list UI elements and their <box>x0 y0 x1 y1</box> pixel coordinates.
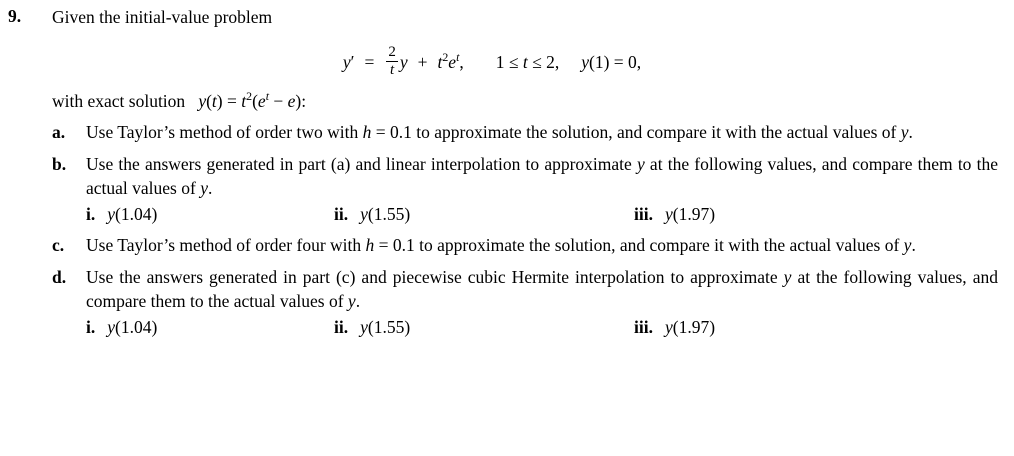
part-b-text: Use the answers generated in part (a) and linear interpolation to approximate y at the following values, and compare them to the actual values of y. <box>86 153 998 198</box>
exact-solution-formula: $y(t) = t^2(e^t - e)$: <box>198 88 307 111</box>
part-d-subpart-ii-label: ii. <box>334 317 349 338</box>
part-b-label: b. <box>52 153 67 174</box>
equation-interval: 1 ≤ t ≤ 2, <box>495 51 560 72</box>
part-c-text: Use Taylor’s method of order four with h = 0.1 to approximate the solution, and compare it with the actual values of y. <box>86 235 916 256</box>
part-d-subparts <box>0 317 1014 338</box>
equation-initial-condition: y(1) = 0, <box>581 51 642 72</box>
problem-stem: Given the initial-value problem <box>52 7 273 27</box>
part-b <box>0 152 1014 200</box>
part-b-subparts <box>0 204 1014 225</box>
part-a-label: a. <box>52 121 66 142</box>
part-d-subpart-iii-label: iii. <box>634 317 653 338</box>
equation-equals: = <box>364 51 375 72</box>
part-d-subpart-iii-value: y(1.97) <box>664 317 716 338</box>
fraction-numerator: 2 <box>388 43 396 60</box>
part-d <box>0 265 1014 313</box>
part-d-label: d. <box>52 267 67 288</box>
part-b-subpart-i-value: y(1.04) <box>107 204 158 225</box>
part-d-subpart-ii-value: y(1.55) <box>360 317 411 338</box>
part-b-subpart-iii-label: iii. <box>634 204 653 225</box>
part-b-subpart-i <box>86 204 334 225</box>
exact-solution-prefix: with exact solution <box>52 90 186 111</box>
part-a-text: Use Taylor’s method of order two with h = 0.1 to approximate the solution, and compare it with the actual values of y. <box>86 121 913 142</box>
equation-plus: + <box>417 51 428 72</box>
part-b-subpart-iii <box>634 204 874 225</box>
problem-heading <box>0 0 1014 30</box>
part-d-text: Use the answers generated in part (c) and piecewise cubic Hermite interpolation to approximate y at the following values, and compare them to the actual values of y. <box>86 267 998 312</box>
equation-term-y: y <box>399 51 408 72</box>
part-d-subpart-i-value: y(1.04) <box>107 317 158 338</box>
exact-solution-line <box>0 88 1014 112</box>
fraction-two-over-t <box>386 45 398 78</box>
part-c <box>0 233 1014 257</box>
problem-number: 9. <box>8 6 22 26</box>
equation-term-t2et: $t^2e^t$, <box>437 49 464 72</box>
part-d-subpart-iii <box>634 317 874 338</box>
part-b-subpart-i-label: i. <box>86 204 96 225</box>
part-b-subpart-ii <box>334 204 634 225</box>
differential-equation <box>0 43 1014 79</box>
fraction-denominator: t <box>389 61 395 78</box>
part-d-subpart-i <box>86 317 334 338</box>
part-b-subpart-ii-value: y(1.55) <box>360 204 411 225</box>
part-b-subpart-ii-label: ii. <box>334 204 349 225</box>
part-c-label: c. <box>52 235 65 256</box>
part-b-subpart-iii-value: y(1.97) <box>664 204 716 225</box>
part-d-subpart-ii <box>334 317 634 338</box>
part-a <box>0 120 1014 144</box>
equation-lhs: y′ <box>342 51 355 72</box>
part-d-subpart-i-label: i. <box>86 317 96 338</box>
